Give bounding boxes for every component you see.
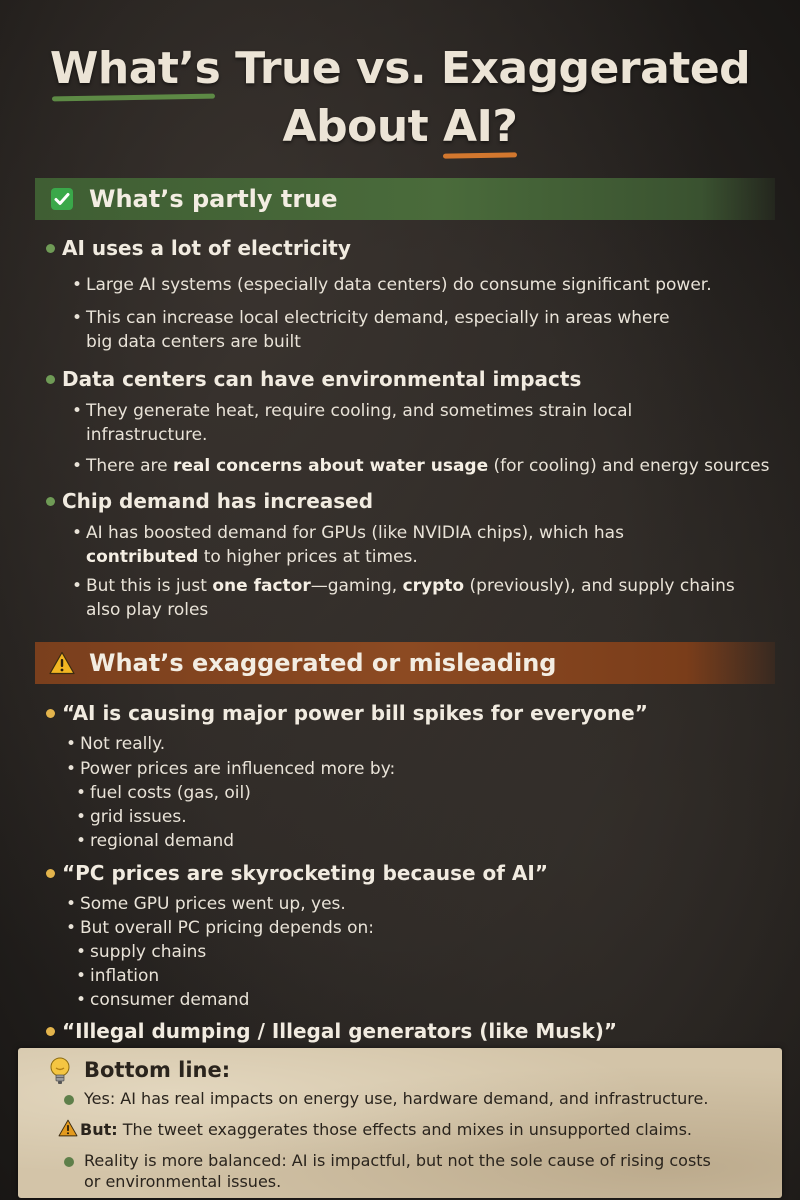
bottom-line-1: Yes: AI has real impacts on energy use, hardware demand, and infrastructure. [84, 1089, 709, 1108]
bottom-line-panel [18, 1048, 782, 1198]
exag-item-1-bullet-2: • Power prices are influenced more by: [66, 759, 396, 779]
exag-item-1-sub-2: • grid issues. [76, 807, 187, 827]
bottom-line-2: But: The tweet exaggerates those effects and mixes in unsupported claims. [80, 1120, 692, 1139]
title-word-whats: What’s [50, 40, 221, 98]
bullet-dot [64, 1095, 74, 1105]
bullet-dot [46, 1027, 55, 1036]
lightbulb-icon [48, 1056, 72, 1090]
partly-true-heading: What’s partly true [89, 185, 338, 213]
true-item-3-bullet-1: • AI has boosted demand for GPUs (like NVIDIA chips), which has contributed to higher prices at times. [72, 523, 624, 567]
exag-item-1-sub-3: • regional demand [76, 831, 235, 851]
warning-icon [58, 1119, 78, 1141]
true-item-3-title: Chip demand has increased [62, 489, 374, 513]
true-item-2-bullet-2: • There are real concerns about water usage (for cooling) and energy sources [72, 456, 770, 476]
bullet-dot [46, 497, 55, 506]
title-line2-start: About [282, 101, 443, 152]
exag-item-2-sub-3: • consumer demand [76, 990, 250, 1010]
bottom-line-heading: Bottom line: [84, 1058, 231, 1082]
exag-item-2-bullet-1: • Some GPU prices went up, yes. [66, 894, 346, 914]
exag-item-3-title: “Illegal dumping / Illegal generators (like Musk)” [62, 1019, 618, 1043]
title-word-ai: AI? [443, 98, 517, 156]
bullet-dot [46, 244, 55, 253]
true-item-1-bullet-1: • Large AI systems (especially data centers) do consume significant power. [72, 275, 712, 295]
exag-item-2-sub-1: • supply chains [76, 942, 207, 962]
check-mark-icon [49, 186, 75, 212]
true-item-1-bullet-2: • This can increase local electricity demand, especially in areas where big data centers are built [72, 308, 670, 352]
exaggerated-heading: What’s exaggerated or misleading [89, 649, 557, 677]
true-item-2-bullet-1: • They generate heat, require cooling, and sometimes strain local infrastructure. [72, 401, 633, 445]
true-item-3-bullet-2: • But this is just one factor—gaming, crypto (previously), and supply chains also play roles [72, 576, 735, 620]
true-item-1-title: AI uses a lot of electricity [62, 236, 351, 260]
exag-item-2-sub-2: • inflation [76, 966, 160, 986]
exag-item-1-sub-1: • fuel costs (gas, oil) [76, 783, 251, 803]
bullet-dot [64, 1157, 74, 1167]
bullet-dot [46, 869, 55, 878]
page-title [0, 40, 800, 156]
bullet-dot [46, 375, 55, 384]
bullet-dot [46, 709, 55, 718]
warning-icon [49, 650, 75, 676]
exaggerated-banner [35, 642, 775, 684]
exag-item-2-title: “PC prices are skyrocketing because of AI” [62, 861, 548, 885]
true-item-2-title: Data centers can have environmental impacts [62, 367, 582, 391]
partly-true-banner [35, 178, 775, 220]
exag-item-1-bullet-1: • Not really. [66, 734, 166, 754]
exag-item-1-title: “AI is causing major power bill spikes for everyone” [62, 701, 648, 725]
bottom-line-3: Reality is more balanced: AI is impactful, but not the sole cause of rising costs or environmental issues. [84, 1151, 711, 1191]
exag-item-2-bullet-2: • But overall PC pricing depends on: [66, 918, 374, 938]
title-line1-rest: True vs. Exaggerated [220, 43, 751, 94]
